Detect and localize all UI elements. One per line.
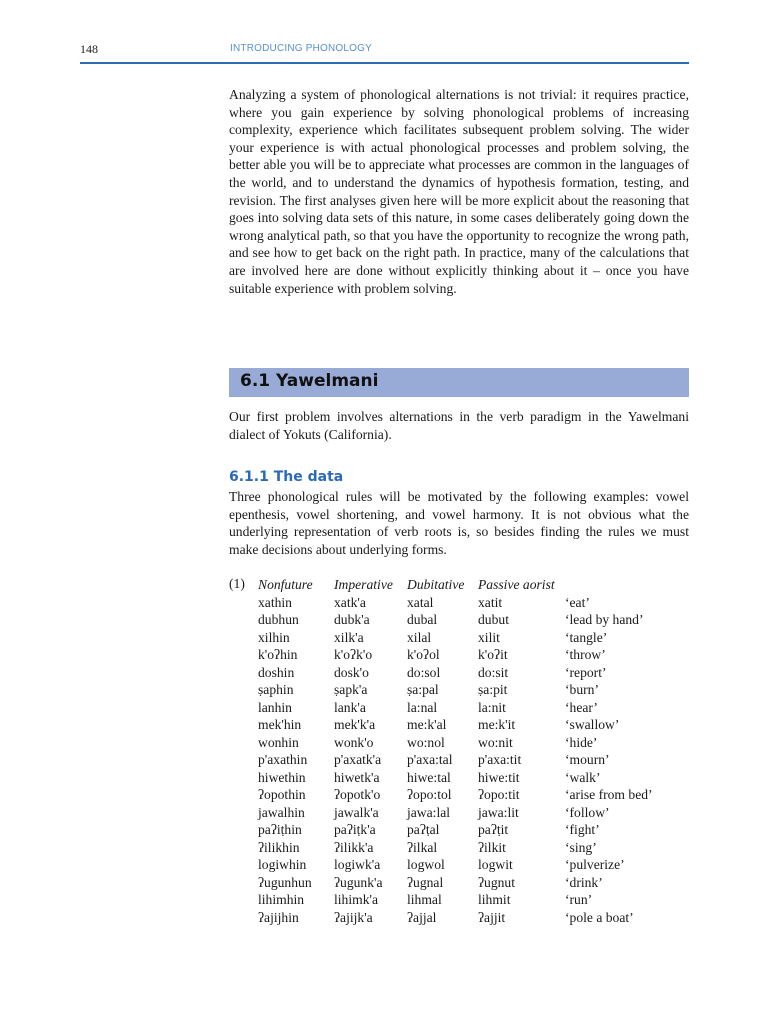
form-cell: ʔugunk'a (334, 874, 383, 890)
page-header (80, 42, 689, 64)
form-cell: me:k'al (407, 717, 447, 732)
form-cell: logiwhin (258, 857, 307, 872)
gloss-cell: ‘pulverize’ (565, 857, 625, 872)
gloss-cell: ‘arise from bed’ (565, 787, 653, 802)
form-cell: ʔilkal (407, 839, 438, 855)
form-cell: ʔajijhin (258, 909, 299, 925)
form-cell: k'oʔol (407, 647, 440, 662)
form-cell: paʔṭit (478, 822, 509, 837)
form-cell: hiwethin (258, 769, 306, 785)
form-cell: ṣa:pit (478, 682, 508, 697)
form-cell: p'axa:tit (478, 752, 522, 767)
intro-paragraph: Analyzing a system of phonological alternations is not trivial: it requires practice, where you gain experience by solving phonological problems of increasing complexity, experience which facilitates subsequent problem solving. The wider your experience is with actual phonological processes and problem solving, the better able you will be to appreciate what processes are common in the languages of the world, and to understand the dynamics of hypothesis formation, testing, and revision. The first analyses given here will be more explicit about the reasoning that goes into solving data sets of this nature, in some cases deliberately going down the wrong analytical path, so that you have the opportunity to recognize the wrong path, and see how to get back on the right path. In practice, many of the calculations that are involved here are done without explicitly thinking about it – once you have suitable experience with problem solving. (229, 87, 689, 296)
subsection-intro-paragraph: Three phonological rules will be motivated by the following examples: vowel epenthesis, vowel shortening, and vowel harmony. It is not obvious what the underlying representation of verb roots is, so besides finding the rules we must make decisions about underlying forms. (229, 489, 689, 557)
form-cell: lihimhin (258, 892, 305, 907)
gloss-cell: ‘swallow’ (565, 717, 620, 732)
form-cell: la:nit (478, 699, 506, 715)
form-cell: xilit (478, 629, 500, 645)
form-cell: wonk'o (334, 734, 374, 750)
form-cell: hiwetk'a (334, 769, 380, 785)
form-cell: paʔṭal (407, 822, 440, 837)
form-cell: jawa:lal (407, 804, 451, 820)
gloss-cell: ‘hear’ (565, 699, 598, 715)
form-cell: dubut (478, 612, 509, 627)
form-cell: doshin (258, 664, 295, 680)
form-cell: lihmit (478, 892, 511, 907)
gloss-cell: ‘lead by hand’ (565, 612, 644, 627)
section-title: 6.1 Yawelmani (240, 371, 379, 391)
form-cell: wonhin (258, 734, 299, 750)
form-cell: xatit (478, 594, 503, 610)
form-cell: ʔopotk'o (334, 787, 381, 802)
form-cell: ʔopo:tol (407, 787, 452, 802)
subsection-title: 6.1.1 The data (229, 469, 344, 485)
form-cell: xatal (407, 594, 434, 610)
form-cell: wo:nit (478, 734, 513, 750)
gloss-cell: ‘mourn’ (565, 752, 610, 767)
page-number: 148 (80, 42, 98, 56)
form-cell: hiwe:tit (478, 769, 520, 785)
gloss-cell: ‘pole a boat’ (565, 909, 634, 925)
form-cell: logiwk'a (334, 857, 381, 872)
form-cell: xilal (407, 629, 432, 645)
form-cell: ʔajjit (478, 909, 506, 925)
form-cell: logwol (407, 857, 445, 872)
gloss-cell: ‘hide’ (565, 734, 598, 750)
form-cell: hiwe:tal (407, 769, 451, 785)
form-cell: jawalk'a (334, 804, 379, 820)
form-cell: wo:nol (407, 734, 445, 750)
column-header: Nonfuture (258, 577, 313, 592)
gloss-cell: ‘eat’ (565, 594, 590, 610)
form-cell: la:nal (407, 699, 438, 715)
form-cell: p'axathin (258, 752, 308, 767)
form-cell: k'oʔhin (258, 647, 298, 662)
form-cell: ʔopothin (258, 787, 306, 802)
form-cell: dubk'a (334, 612, 370, 627)
gloss-cell: ‘drink’ (565, 874, 603, 890)
form-cell: p'axatk'a (334, 752, 382, 767)
form-cell: xilhin (258, 629, 290, 645)
column-header: Passive aorist (478, 577, 555, 592)
form-cell: ʔopo:tit (478, 787, 520, 802)
gloss-cell: ‘sing’ (565, 839, 597, 855)
form-cell: xatk'a (334, 594, 366, 610)
form-cell: ʔilikk'a (334, 839, 374, 855)
form-cell: paʔiṭk'a (334, 822, 376, 837)
form-cell: jawa:lit (478, 804, 519, 820)
form-cell: jawalhin (258, 804, 305, 820)
form-cell: ʔugnut (478, 874, 515, 890)
form-cell: lihmal (407, 892, 442, 907)
form-cell: ṣaphin (258, 682, 294, 697)
form-cell: lank'a (334, 699, 366, 715)
form-cell: ʔilkit (478, 839, 506, 855)
form-cell: logwit (478, 857, 513, 872)
gloss-cell: ‘run’ (565, 892, 593, 907)
gloss-cell: ‘burn’ (565, 682, 599, 697)
example-number: (1) (229, 576, 245, 591)
form-cell: lanhin (258, 699, 292, 715)
form-cell: ʔugnal (407, 874, 444, 890)
gloss-cell: ‘throw’ (565, 647, 606, 662)
form-cell: paʔiṭhin (258, 822, 302, 837)
form-cell: ṣapk'a (334, 682, 368, 697)
form-cell: do:sol (407, 664, 441, 680)
form-cell: ʔugunhun (258, 874, 312, 890)
form-cell: dubhun (258, 612, 299, 627)
form-cell: mek'hin (258, 717, 302, 732)
gloss-cell: ‘fight’ (565, 822, 600, 837)
gloss-cell: ‘walk’ (565, 769, 601, 785)
form-cell: ʔilikhin (258, 839, 300, 855)
form-cell: mek'k'a (334, 717, 376, 732)
form-cell: xathin (258, 594, 292, 610)
form-cell: ṣa:pal (407, 682, 439, 697)
gloss-cell: ‘tangle’ (565, 629, 608, 645)
gloss-cell: ‘follow’ (565, 804, 610, 820)
section-heading-bar (229, 368, 689, 397)
form-cell: me:k'it (478, 717, 516, 732)
form-cell: dosk'o (334, 664, 369, 680)
form-cell: ʔajjal (407, 909, 437, 925)
form-cell: p'axa:tal (407, 752, 453, 767)
gloss-cell: ‘report’ (565, 664, 607, 680)
column-header: Dubitative (407, 577, 465, 592)
section-intro-paragraph: Our first problem involves alternations in the verb paradigm in the Yawelmani dialect of Yokuts (California). (229, 409, 689, 442)
column-header: Imperative (334, 577, 393, 592)
running-head: INTRODUCING PHONOLOGY (230, 43, 372, 54)
form-cell: lihimk'a (334, 892, 378, 907)
form-cell: k'oʔk'o (334, 647, 373, 662)
form-cell: do:sit (478, 664, 509, 680)
form-cell: xilk'a (334, 629, 364, 645)
form-cell: dubal (407, 612, 438, 627)
form-cell: ʔajijk'a (334, 909, 373, 925)
form-cell: k'oʔit (478, 647, 508, 662)
